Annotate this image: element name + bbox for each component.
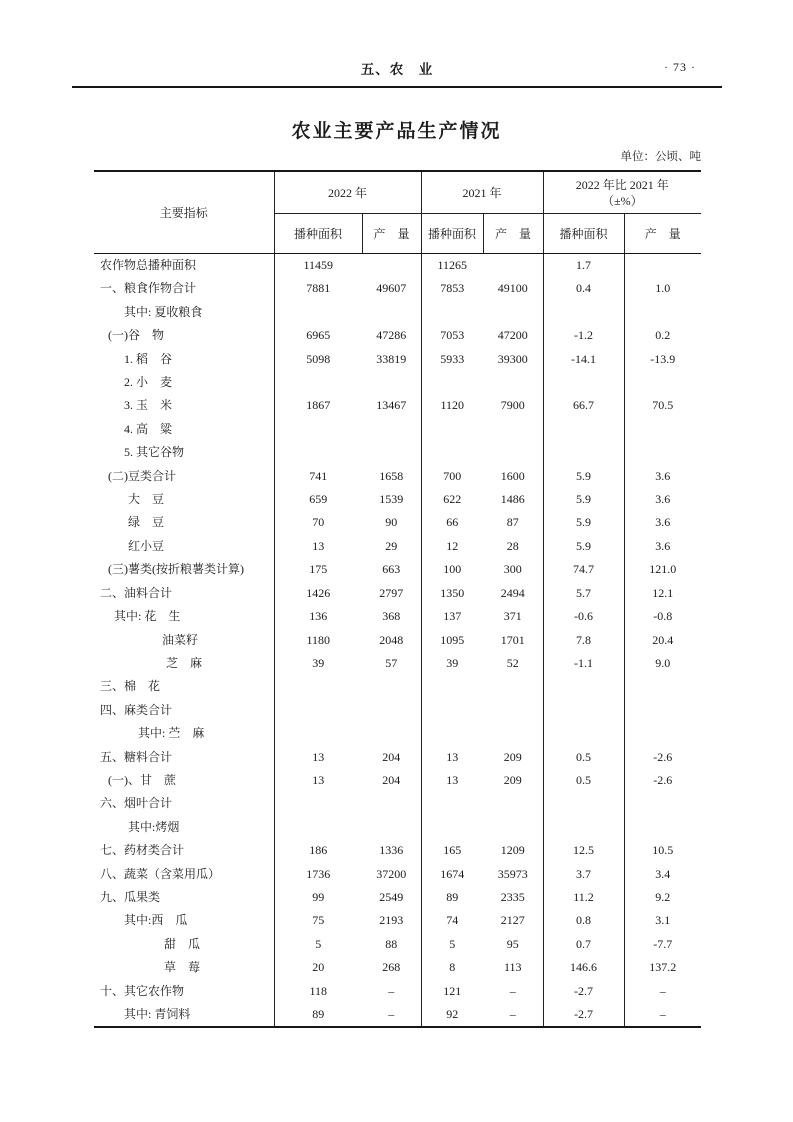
change-header-line1: 2022 年比 2021 年: [575, 177, 669, 192]
cell-value: 1736: [306, 866, 331, 881]
table-row: [94, 371, 701, 394]
table-row: [94, 675, 701, 698]
cell-value: [362, 699, 421, 722]
running-head: [72, 58, 722, 88]
table-row: [94, 839, 701, 862]
cell-value: 5.9: [543, 488, 624, 511]
cell-value: [274, 371, 362, 394]
table-row: [94, 886, 701, 909]
cell-value: 95: [483, 933, 543, 956]
cell-value: [421, 675, 483, 698]
cell-value: 70.5: [652, 398, 674, 413]
row-label: 其中:烤烟: [94, 816, 274, 839]
cell-value: 47200: [483, 324, 543, 347]
cell-value: 146.6: [543, 956, 624, 979]
cell-value: 13: [446, 749, 459, 764]
cell-value: 209: [483, 769, 543, 792]
cell-value: [483, 441, 543, 464]
cell-value: 9.2: [655, 889, 671, 904]
cell-value: 49607: [362, 277, 421, 300]
cell-value: 3.6: [655, 492, 671, 507]
cell-value: [483, 675, 543, 698]
cell-value: [483, 371, 543, 394]
table-row: [94, 980, 701, 1003]
cell-value: 5.7: [543, 582, 624, 605]
cell-value: 7053: [440, 328, 465, 343]
cell-value: 57: [362, 652, 421, 675]
cell-value: 659: [309, 492, 328, 507]
cell-value: [362, 371, 421, 394]
row-label: 三、棉 花: [94, 675, 274, 698]
cell-value: 3.6: [655, 515, 671, 530]
table-row: [94, 324, 701, 347]
cell-value: 5098: [306, 351, 331, 366]
row-label: 4. 高 粱: [94, 418, 274, 441]
output-change-header: 产 量: [624, 214, 701, 254]
cell-value: [483, 792, 543, 815]
table-row: [94, 418, 701, 441]
cell-value: 2549: [362, 886, 421, 909]
cell-value: 209: [483, 746, 543, 769]
change-header-line2: （±%）: [601, 193, 643, 208]
cell-value: 20.4: [652, 632, 674, 647]
cell-value: –: [659, 1007, 666, 1021]
cell-value: [624, 699, 701, 722]
cell-value: [274, 301, 362, 324]
cell-value: 137: [443, 609, 462, 624]
sown-area-2022-header: 播种面积: [274, 214, 362, 254]
cell-value: 186: [309, 843, 328, 858]
cell-value: 118: [309, 983, 328, 998]
cell-value: 1180: [306, 632, 331, 647]
cell-value: 13: [312, 772, 325, 787]
cell-value: 89: [312, 1007, 325, 1021]
cell-value: –: [362, 1003, 421, 1027]
cell-value: [421, 418, 483, 441]
cell-value: 7900: [483, 394, 543, 417]
cell-value: [362, 722, 421, 745]
cell-value: [274, 418, 362, 441]
row-label: 大 豆: [94, 488, 274, 511]
row-label: 红小豆: [94, 535, 274, 558]
indicator-header: 主要指标: [94, 171, 274, 254]
cell-value: –: [659, 983, 666, 998]
cell-value: 13467: [362, 394, 421, 417]
cell-value: 5: [315, 936, 322, 951]
row-label: 油菜籽: [94, 629, 274, 652]
table-row: [94, 394, 701, 417]
sown-area-2021-header: 播种面积: [421, 214, 483, 254]
cell-value: 89: [446, 889, 459, 904]
cell-value: 1209: [483, 839, 543, 862]
table-row: [94, 956, 701, 979]
header-row-years: [94, 171, 701, 214]
row-label: 绿 豆: [94, 511, 274, 534]
row-label: 5. 其它谷物: [94, 441, 274, 464]
cell-value: [362, 675, 421, 698]
cell-value: 2193: [362, 909, 421, 932]
cell-value: -2.6: [653, 749, 673, 764]
cell-value: 165: [443, 843, 462, 858]
cell-value: 204: [362, 769, 421, 792]
row-label: 农作物总播种面积: [94, 254, 274, 278]
cell-value: 3.1: [655, 913, 671, 928]
cell-value: [274, 816, 362, 839]
cell-value: 66.7: [543, 394, 624, 417]
cell-value: -0.6: [543, 605, 624, 628]
cell-value: 121.0: [649, 562, 677, 577]
output-2021-header: 产 量: [483, 214, 543, 254]
cell-value: 1350: [440, 585, 465, 600]
cell-value: –: [362, 980, 421, 1003]
cell-value: 622: [443, 492, 462, 507]
cell-value: 1095: [440, 632, 465, 647]
cell-value: [543, 792, 624, 815]
cell-value: 700: [443, 468, 462, 483]
cell-value: [483, 418, 543, 441]
cell-value: -7.7: [653, 936, 673, 951]
cell-value: [483, 722, 543, 745]
cell-value: 5: [449, 936, 456, 951]
row-label: 芝 麻: [94, 652, 274, 675]
cell-value: [624, 441, 701, 464]
row-label: 一、粮食作物合计: [94, 277, 274, 300]
cell-value: 28: [483, 535, 543, 558]
output-2022-header: 产 量: [362, 214, 421, 254]
cell-value: 87: [483, 511, 543, 534]
row-label: (二)豆类合计: [94, 465, 274, 488]
cell-value: 7881: [306, 281, 331, 296]
cell-value: 1120: [440, 398, 465, 413]
cell-value: 1.7: [543, 254, 624, 278]
cell-value: 37200: [362, 863, 421, 886]
row-label: 十、其它农作物: [94, 980, 274, 1003]
cell-value: [624, 418, 701, 441]
cell-value: 1701: [483, 629, 543, 652]
cell-value: -0.8: [653, 609, 673, 624]
table-row: [94, 254, 701, 278]
cell-value: 3.4: [655, 866, 671, 881]
cell-value: 100: [443, 562, 462, 577]
cell-value: [274, 441, 362, 464]
cell-value: 2335: [483, 886, 543, 909]
cell-value: 12.5: [543, 839, 624, 862]
table-row: [94, 746, 701, 769]
row-label: (三)薯类(按折粮薯类计算): [94, 558, 274, 581]
cell-value: [274, 722, 362, 745]
table-row: [94, 769, 701, 792]
cell-value: 13: [312, 749, 325, 764]
row-label: 草 莓: [94, 956, 274, 979]
cell-value: -1.2: [543, 324, 624, 347]
cell-value: 9.0: [655, 655, 671, 670]
cell-value: -1.1: [543, 652, 624, 675]
row-label: (一)、甘 蔗: [94, 769, 274, 792]
table-body: [94, 254, 701, 1028]
row-label: 其中: 苎 麻: [94, 722, 274, 745]
cell-value: 136: [309, 609, 328, 624]
cell-value: 8: [449, 960, 456, 975]
cell-value: 1867: [306, 398, 331, 413]
table-row: [94, 792, 701, 815]
table-row: [94, 816, 701, 839]
cell-value: 52: [483, 652, 543, 675]
cell-value: [274, 699, 362, 722]
table-row: [94, 605, 701, 628]
cell-value: 0.8: [543, 909, 624, 932]
cell-value: [543, 418, 624, 441]
cell-value: 47286: [362, 324, 421, 347]
table-row: [94, 933, 701, 956]
section-title: 五、农 业: [360, 62, 434, 77]
cell-value: 13: [446, 772, 459, 787]
cell-value: 11459: [303, 258, 334, 272]
table-row: [94, 1003, 701, 1027]
cell-value: 0.4: [543, 277, 624, 300]
table-row: [94, 582, 701, 605]
cell-value: 3.6: [655, 468, 671, 483]
row-label: 五、糖料合计: [94, 746, 274, 769]
cell-value: 1674: [440, 866, 465, 881]
cell-value: 39300: [483, 348, 543, 371]
cell-value: 66: [446, 515, 459, 530]
table-row: [94, 652, 701, 675]
cell-value: 268: [362, 956, 421, 979]
cell-value: [421, 722, 483, 745]
cell-value: [624, 371, 701, 394]
cell-value: 1426: [306, 585, 331, 600]
cell-value: 39: [312, 655, 325, 670]
cell-value: 1336: [362, 839, 421, 862]
cell-value: 300: [483, 558, 543, 581]
document-title: 农业主要产品生产情况: [291, 121, 502, 142]
table-row: [94, 488, 701, 511]
unit-note: 单位：公顷、吨: [620, 151, 701, 163]
cell-value: [543, 675, 624, 698]
cell-value: 1539: [362, 488, 421, 511]
table-row: [94, 465, 701, 488]
cell-value: 137.2: [649, 960, 677, 975]
cell-value: [624, 254, 701, 278]
row-label: 六、烟叶合计: [94, 792, 274, 815]
cell-value: [362, 301, 421, 324]
cell-value: [421, 371, 483, 394]
cell-value: 371: [483, 605, 543, 628]
cell-value: [362, 792, 421, 815]
cell-value: [362, 441, 421, 464]
cell-value: 5.9: [543, 465, 624, 488]
cell-value: 92: [446, 1007, 459, 1021]
cell-value: 3.7: [543, 863, 624, 886]
cell-value: 6965: [306, 328, 331, 343]
cell-value: 74.7: [543, 558, 624, 581]
cell-value: 2797: [362, 582, 421, 605]
table-row: [94, 277, 701, 300]
cell-value: [624, 722, 701, 745]
cell-value: 2494: [483, 582, 543, 605]
cell-value: 5933: [440, 351, 465, 366]
cell-value: [543, 722, 624, 745]
page-number: · 73 ·: [664, 60, 696, 74]
row-label: 二、油料合计: [94, 582, 274, 605]
cell-value: 1600: [483, 465, 543, 488]
year-2021-header: 2021 年: [421, 171, 543, 214]
cell-value: 1.0: [655, 281, 671, 296]
table-row: [94, 629, 701, 652]
cell-value: 175: [309, 562, 328, 577]
table-row: [94, 699, 701, 722]
table-row: [94, 511, 701, 534]
table-row: [94, 722, 701, 745]
cell-value: -2.7: [543, 1003, 624, 1027]
sown-area-change-header: 播种面积: [543, 214, 624, 254]
cell-value: 5.9: [543, 511, 624, 534]
cell-value: [624, 301, 701, 324]
cell-value: [483, 301, 543, 324]
cell-value: 2048: [362, 629, 421, 652]
cell-value: 39: [446, 655, 459, 670]
cell-value: [362, 418, 421, 441]
row-label: 其中: 青饲料: [94, 1003, 274, 1027]
cell-value: -2.7: [543, 980, 624, 1003]
row-label: 3. 玉 米: [94, 394, 274, 417]
cell-value: [421, 301, 483, 324]
cell-value: 2127: [483, 909, 543, 932]
table-row: [94, 909, 701, 932]
cell-value: -2.6: [653, 772, 673, 787]
table-row: [94, 348, 701, 371]
row-label: 七、药材类合计: [94, 839, 274, 862]
cell-value: 88: [362, 933, 421, 956]
cell-value: 74: [446, 913, 459, 928]
cell-value: –: [483, 1003, 543, 1027]
cell-value: 663: [362, 558, 421, 581]
cell-value: [421, 816, 483, 839]
cell-value: [421, 441, 483, 464]
year-2022-header: 2022 年: [274, 171, 421, 214]
cell-value: 1486: [483, 488, 543, 511]
cell-value: 113: [483, 956, 543, 979]
table-row: [94, 558, 701, 581]
table-row: [94, 863, 701, 886]
row-label: 九、瓜果类: [94, 886, 274, 909]
cell-value: 7.8: [543, 629, 624, 652]
cell-value: [483, 699, 543, 722]
cell-value: 12: [446, 538, 459, 553]
row-label: (一)谷 物: [94, 324, 274, 347]
row-label: 四、麻类合计: [94, 699, 274, 722]
cell-value: [483, 254, 543, 278]
cell-value: 29: [362, 535, 421, 558]
cell-value: [543, 371, 624, 394]
cell-value: [483, 816, 543, 839]
cell-value: 35973: [483, 863, 543, 886]
cell-value: 11.2: [543, 886, 624, 909]
cell-value: 0.5: [543, 769, 624, 792]
row-label: 其中: 夏收粮食: [94, 301, 274, 324]
cell-value: 7853: [440, 281, 465, 296]
cell-value: 10.5: [652, 843, 674, 858]
table-row: [94, 441, 701, 464]
cell-value: [543, 816, 624, 839]
cell-value: 20: [312, 960, 325, 975]
cell-value: [543, 301, 624, 324]
cell-value: [421, 699, 483, 722]
cell-value: 204: [362, 746, 421, 769]
row-label: 甜 瓜: [94, 933, 274, 956]
cell-value: 1658: [362, 465, 421, 488]
row-label: 其中:西 瓜: [94, 909, 274, 932]
cell-value: 99: [312, 889, 325, 904]
cell-value: 33819: [362, 348, 421, 371]
cell-value: –: [483, 980, 543, 1003]
cell-value: 741: [309, 468, 328, 483]
cell-value: 70: [312, 515, 325, 530]
cell-value: 13: [312, 538, 325, 553]
cell-value: [274, 675, 362, 698]
cell-value: [362, 816, 421, 839]
row-label: 2. 小 麦: [94, 371, 274, 394]
cell-value: -14.1: [543, 348, 624, 371]
cell-value: 49100: [483, 277, 543, 300]
cell-value: 0.2: [655, 328, 671, 343]
cell-value: [624, 792, 701, 815]
cell-value: 3.6: [655, 538, 671, 553]
cell-value: 5.9: [543, 535, 624, 558]
cell-value: 11265: [437, 258, 468, 272]
cell-value: 0.7: [543, 933, 624, 956]
cell-value: 12.1: [652, 585, 674, 600]
table-row: [94, 535, 701, 558]
row-label: 八、蔬菜（含菜用瓜）: [94, 863, 274, 886]
cell-value: 121: [443, 983, 462, 998]
cell-value: [274, 792, 362, 815]
production-table: [94, 170, 701, 1028]
cell-value: [362, 254, 421, 278]
cell-value: [624, 816, 701, 839]
cell-value: [421, 792, 483, 815]
cell-value: -13.9: [650, 351, 676, 366]
cell-value: 90: [362, 511, 421, 534]
cell-value: 368: [362, 605, 421, 628]
table-row: [94, 301, 701, 324]
row-label: 其中: 花 生: [94, 605, 274, 628]
cell-value: 0.5: [543, 746, 624, 769]
row-label: 1. 稻 谷: [94, 348, 274, 371]
cell-value: [543, 441, 624, 464]
cell-value: 75: [312, 913, 325, 928]
cell-value: [624, 675, 701, 698]
cell-value: [543, 699, 624, 722]
change-header: [543, 171, 701, 214]
